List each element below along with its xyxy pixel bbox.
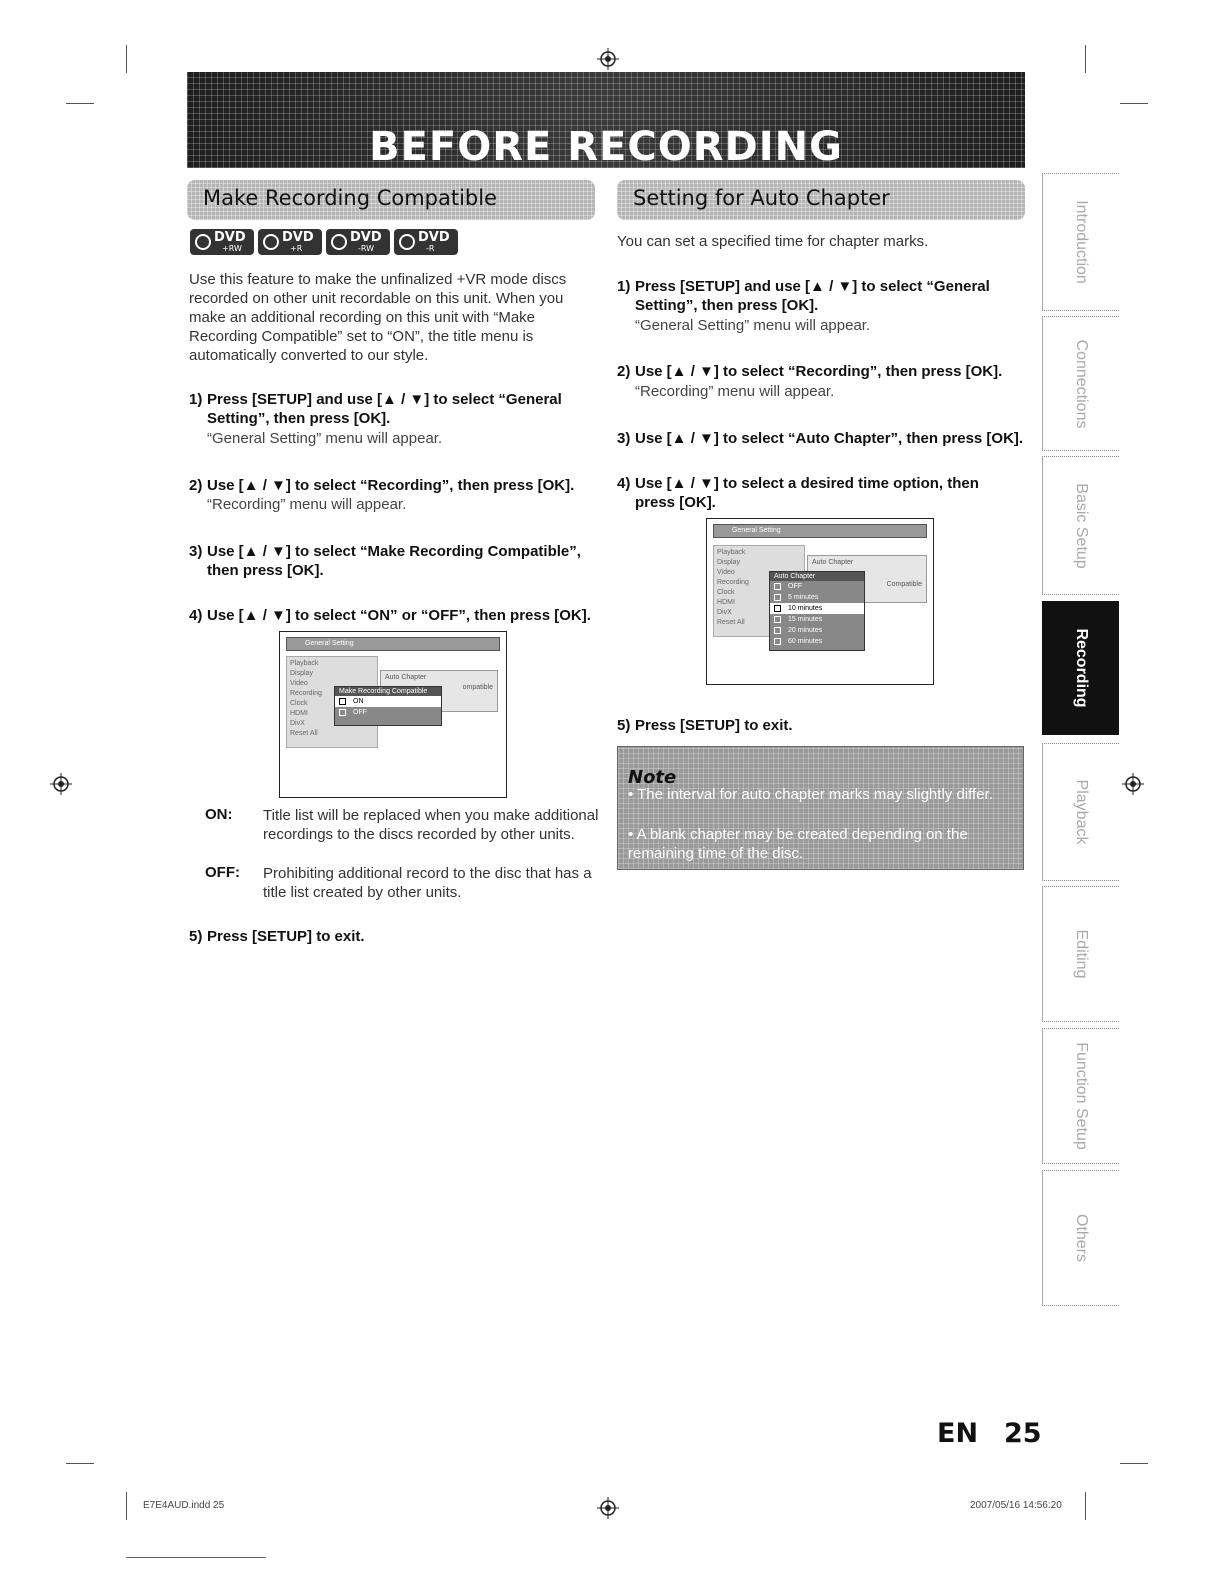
step-1-result: “General Setting” menu will appear.	[207, 430, 443, 447]
auto-chapter-intro: You can set a specified time for chapter marks.	[617, 233, 929, 250]
section-heading-auto-chapter: Setting for Auto Chapter	[617, 180, 1025, 220]
step-2: 2) Use [▲ / ▼] to select “Recording”, then press [OK].	[189, 477, 575, 494]
step-3: 3) Use [▲ / ▼] to select “Make Recording Compatible”, then press [OK].	[189, 543, 581, 579]
registration-mark-icon	[1122, 773, 1144, 795]
screen-title-bar: General Setting	[286, 637, 500, 651]
screen-popup: Auto Chapter OFF 5 minutes 10 minutes 15 minutes 20 minutes 60 minutes	[769, 571, 865, 651]
crop-mark	[1120, 1463, 1148, 1464]
dvd-plus-rw-logo: DVD +RW	[190, 229, 254, 255]
screen-popup: Make Recording Compatible ON OFF	[334, 686, 442, 726]
tab-basic-setup[interactable]: Basic Setup	[1042, 456, 1119, 595]
screen-panel: Auto Chapter Compatible	[807, 555, 927, 603]
off-label: OFF:	[205, 864, 240, 881]
screen-make-recording-compatible	[279, 631, 507, 798]
option-off: OFF	[770, 581, 864, 592]
off-description: Prohibiting additional record to the disc that has a title list created by other units.	[263, 865, 592, 901]
note-title: Note	[628, 767, 677, 788]
blue-line	[126, 1557, 266, 1558]
option-on: ON	[335, 696, 441, 707]
tab-recording[interactable]: Recording	[1042, 601, 1119, 735]
crop-mark	[126, 1492, 127, 1520]
disc-icon	[399, 234, 415, 250]
tab-editing[interactable]: Editing	[1042, 886, 1119, 1022]
screen-menu: Playback Display Video Recording Clock HDMI DivX Reset All	[286, 656, 378, 748]
header-banner	[187, 72, 1025, 168]
page-number: 25	[1004, 1418, 1042, 1449]
note-item: • The interval for auto chapter marks may slightly differ.	[628, 786, 993, 803]
crop-mark	[1085, 1492, 1086, 1520]
screen-menu: Playback Display Video Recording Clock HDMI DivX Reset All	[713, 545, 805, 637]
screen-title-bar: General Setting	[713, 524, 927, 538]
step-1-result: “General Setting” menu will appear.	[635, 317, 871, 334]
step-2: 2) Use [▲ / ▼] to select “Recording”, then press [OK].	[617, 363, 1003, 380]
crop-mark	[66, 1463, 94, 1464]
option-20-minutes: 20 minutes	[770, 625, 864, 636]
option-60-minutes: 60 minutes	[770, 636, 864, 647]
step-2-result: “Recording” menu will appear.	[635, 383, 835, 400]
page-language: EN	[937, 1418, 979, 1449]
registration-mark-icon	[597, 1497, 619, 1519]
step-1: 1) Press [SETUP] and use [▲ / ▼] to select “General Setting”, then press [OK].	[617, 278, 990, 314]
step-4: 4) Use [▲ / ▼] to select a desired time option, then press [OK].	[617, 475, 979, 511]
footer-filename: E7E4AUD.indd 25	[143, 1500, 225, 1511]
note-box	[617, 746, 1024, 870]
disc-icon	[331, 234, 347, 250]
crop-mark	[1120, 103, 1148, 104]
footer-timestamp: 2007/05/16 14:56:20	[970, 1500, 1062, 1511]
disc-icon	[263, 234, 279, 250]
step-2-result: “Recording” menu will appear.	[207, 496, 407, 513]
tab-connections[interactable]: Connections	[1042, 316, 1119, 451]
dvd-minus-rw-logo: DVD -RW	[326, 229, 390, 255]
on-label: ON:	[205, 806, 233, 823]
screen-panel: Auto Chapter ompatible	[380, 670, 498, 712]
crop-mark	[66, 103, 94, 104]
step-4: 4) Use [▲ / ▼] to select “ON” or “OFF”, then press [OK].	[189, 607, 591, 624]
dvd-minus-r-logo: DVD -R	[394, 229, 458, 255]
disc-logos	[190, 229, 458, 255]
option-off: OFF	[335, 707, 441, 718]
disc-icon	[195, 234, 211, 250]
option-10-minutes: 10 minutes	[770, 603, 864, 614]
crop-mark	[126, 45, 127, 73]
option-15-minutes: 15 minutes	[770, 614, 864, 625]
step-3: 3) Use [▲ / ▼] to select “Auto Chapter”, then press [OK].	[617, 430, 1024, 447]
registration-mark-icon	[50, 773, 72, 795]
option-5-minutes: 5 minutes	[770, 592, 864, 603]
tab-introduction[interactable]: Introduction	[1042, 173, 1119, 311]
registration-mark-icon	[597, 48, 619, 70]
step-5: 5) Press [SETUP] to exit.	[189, 928, 365, 945]
page-title: BEFORE RECORDING	[369, 124, 843, 168]
step-5: 5) Press [SETUP] to exit.	[617, 717, 793, 734]
on-description: Title list will be replaced when you make additional recordings to the discs recorded by other units.	[263, 807, 599, 843]
tab-playback[interactable]: Playback	[1042, 743, 1119, 881]
dvd-plus-r-logo: DVD +R	[258, 229, 322, 255]
section-heading-make-recording-compatible: Make Recording Compatible	[187, 180, 595, 220]
note-item: • A blank chapter may be created depending on the remaining time of the disc.	[628, 826, 968, 862]
crop-mark	[1085, 45, 1086, 73]
step-1: 1) Press [SETUP] and use [▲ / ▼] to select “General Setting”, then press [OK].	[189, 391, 562, 427]
tab-function-setup[interactable]: Function Setup	[1042, 1028, 1119, 1164]
intro-paragraph: Use this feature to make the unfinalized +VR mode discs recorded on other unit recordable on this unit. When you make an additional recording on this unit with “Make Recording Compatible” set to “ON”, the title menu is automatically converted to our style.	[189, 271, 567, 364]
tab-others[interactable]: Others	[1042, 1170, 1119, 1306]
screen-auto-chapter	[706, 518, 934, 685]
